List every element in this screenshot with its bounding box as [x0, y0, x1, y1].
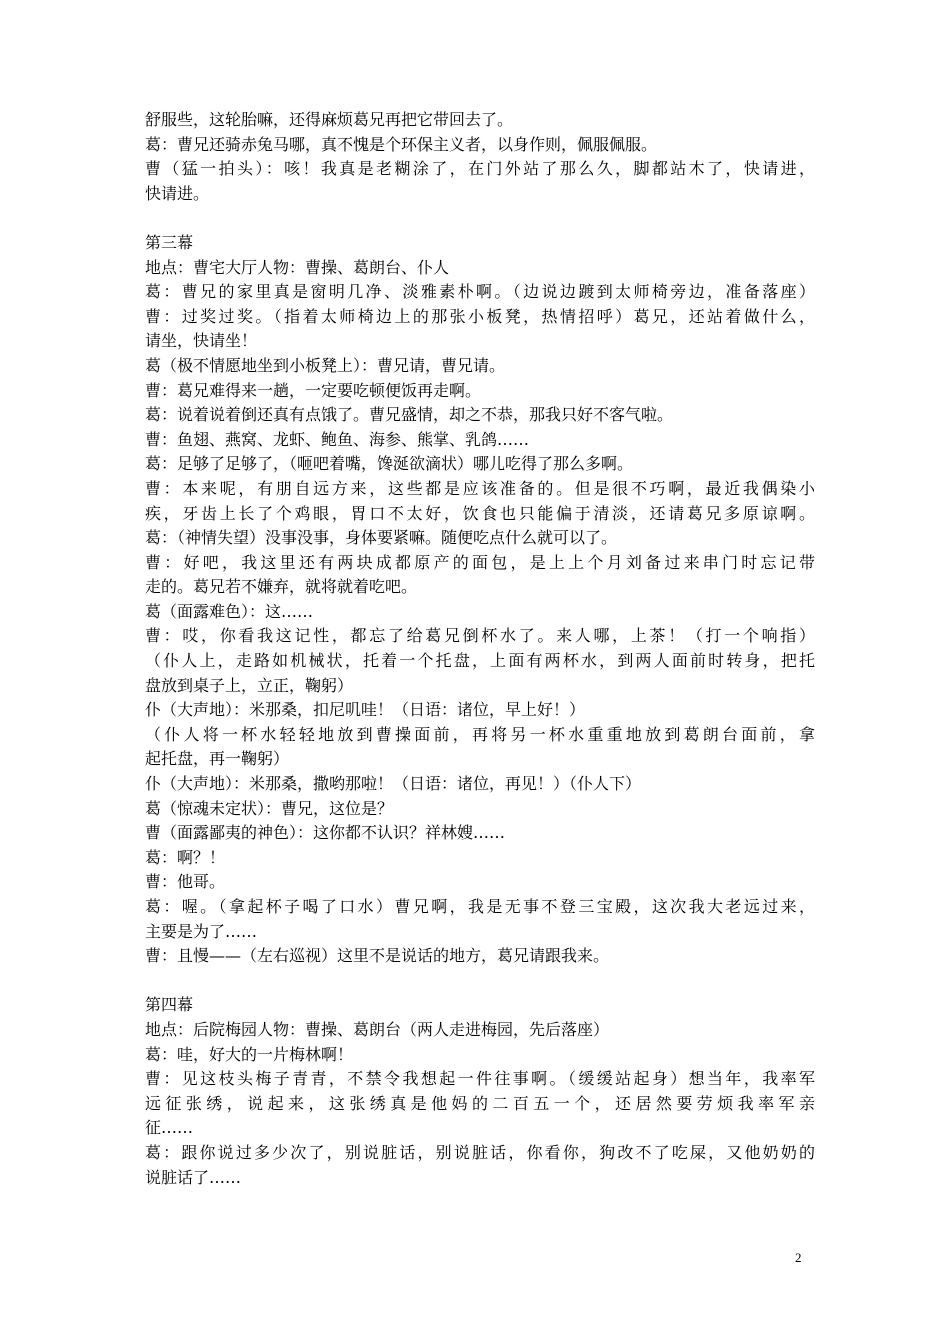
text-line: 走的。葛兄若不嫌弃，就将就着吃吧。 [145, 577, 418, 597]
text-line: 葛：曹兄还骑赤兔马哪，真不愧是个环保主义者，以身作则，佩服佩服。 [145, 134, 658, 154]
text-line: 葛：喔。（拿起杯子喝了口水）曹兄啊，我是无事不登三宝殿，这次我大老远过来， [145, 897, 815, 916]
text-line: 地点：后院梅园人物：曹操、葛朗台（两人走进梅园，先后落座） [145, 1019, 610, 1039]
text-line: 葛：曹兄的家里真是窗明几净、淡雅素朴啊。（边说边踱到太师椅旁边，准备落座） [145, 282, 815, 302]
text-line: 葛：说着说着倒还真有点饿了。曹兄盛情，却之不恭，那我只好不客气啦。 [145, 405, 674, 425]
text-line: 起托盘，再一鞠躬） [145, 749, 290, 769]
text-line: 葛（极不情愿地坐到小板凳上）：曹兄请，曹兄请。 [145, 355, 506, 375]
text-line: 葛（惊魂未定状）：曹兄，这位是？ [145, 798, 394, 818]
text-line: 征…… [145, 1118, 194, 1138]
text-line: 说脏话了…… [145, 1167, 242, 1187]
text-line: 舒服些，这轮胎嘛，还得麻烦葛兄再把它带回去了。 [145, 110, 514, 129]
blank-line [145, 206, 815, 231]
text-line: 葛：哇，好大的一片梅林啊！ [145, 1044, 354, 1064]
text-line: 曹：他哥。 [145, 872, 226, 892]
text-line: 曹：鱼翅、燕窝、龙虾、鲍鱼、海参、熊掌、乳鸽…… [145, 429, 530, 449]
text-line: 第四幕 [145, 995, 194, 1015]
text-line: 仆（大声地）：米那桑，撒哟那啦！（日语：诸位，再见！）（仆人下） [145, 774, 642, 794]
text-line: 葛：跟你说过多少次了，别说脏话，别说脏话，你看你，狗改不了吃屎，又他奶奶的 [145, 1142, 815, 1162]
text-line: 请坐，快请坐！ [145, 331, 258, 351]
text-line: 快请进。 [145, 183, 210, 203]
text-line: 远征张绣，说起来，这张绣真是他妈的二百五一个，还居然要劳烦我率军亲 [145, 1093, 815, 1113]
text-line: 葛：足够了足够了，（咂吧着嘴，馋涎欲滴状）哪儿吃得了那么多啊。 [145, 454, 634, 474]
text-line: 仆（大声地）：米那桑，扣尼叽哇！（日语：诸位，早上好！） [145, 700, 586, 720]
text-line: 葛：啊？！ [145, 847, 226, 867]
text-line: 曹：本来呢，有朋自远方来，这些都是应该准备的。但是很不巧啊，最近我偶染小 [145, 478, 815, 498]
text-line: 地点：曹宅大厅人物：曹操、葛朗台、仆人 [145, 257, 450, 277]
text-line: 曹（猛一拍头）：咳！我真是老糊涂了，在门外站了那么久，脚都站木了，快请进， [145, 159, 815, 179]
text-line: 曹：好吧，我这里还有两块成都原产的面包，是上上个月刘备过来串门时忘记带 [145, 552, 815, 572]
document-body [145, 108, 815, 1190]
text-line: 曹（面露鄙夷的神色）：这你都不认识？祥林嫂…… [145, 823, 506, 843]
text-line: 葛：（神情失望）没事没事，身体要紧嘛。随便吃点什么就可以了。 [145, 528, 618, 548]
blank-line [145, 969, 815, 994]
text-line: 曹：哎，你看我这记性，都忘了给葛兄倒杯水了。来人哪，上茶！（打一个响指） [145, 626, 815, 646]
text-line: 盘放到桌子上，立正，鞠躬） [145, 675, 354, 695]
text-line: 曹：见这枝头梅子青青，不禁令我想起一件往事啊。（缓缓站起身）想当年，我率军 [145, 1069, 815, 1089]
text-line: 葛（面露难色）：这…… [145, 601, 314, 621]
text-line: （仆人上，走路如机械状，托着一个托盘，上面有两杯水，到两人面前时转身，把托 [145, 651, 815, 671]
text-line: 曹：葛兄难得来一趟，一定要吃顿便饭再走啊。 [145, 380, 482, 400]
text-line: 疾，牙齿上长了个鸡眼，胃口不太好，饮食也只能偏于清淡，还请葛兄多原谅啊。 [145, 503, 815, 523]
page-number: 2 [795, 1250, 802, 1265]
text-line: 曹：且慢——（左右巡视）这里不是说话的地方，葛兄请跟我来。 [145, 946, 610, 966]
text-line: 主要是为了…… [145, 921, 258, 941]
text-line: （仆人将一杯水轻轻地放到曹操面前，再将另一杯水重重地放到葛朗台面前，拿 [145, 724, 815, 744]
text-line: 第三幕 [145, 232, 194, 252]
text-line: 曹：过奖过奖。（指着太师椅边上的那张小板凳，热情招呼）葛兄，还站着做什么， [145, 306, 815, 326]
